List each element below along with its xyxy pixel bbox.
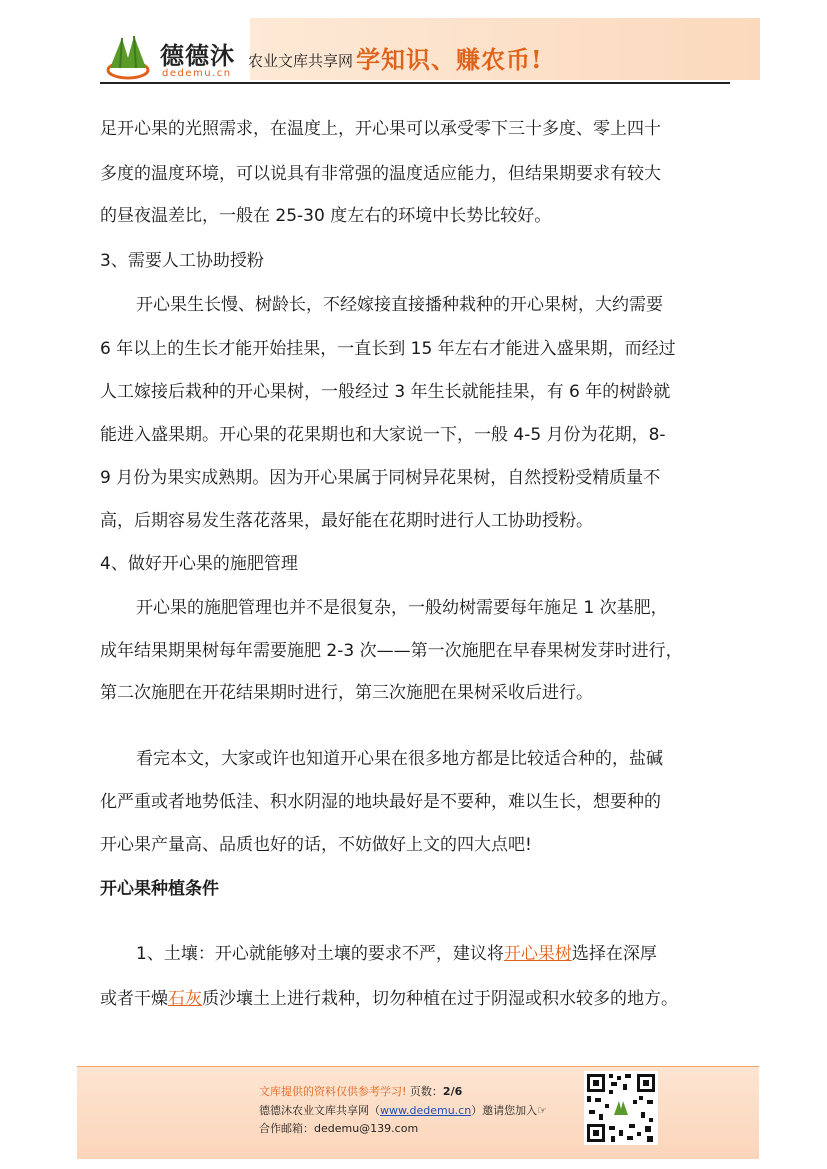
- page-count-value: 2/6: [442, 1085, 463, 1098]
- paragraph-line: 高，后期容易发生落花落果，最好能在花期时进行人工协助授粉。: [100, 511, 593, 531]
- paragraph-line: [100, 988, 678, 1010]
- pistachio-tree-link[interactable]: 开心果树: [503, 944, 572, 964]
- text-run: 质沙壤土上进行栽种，切勿种植在过于阴湿或积水较多的地方。: [202, 989, 678, 1009]
- paragraph-line: 开心果的施肥管理也并不是很复杂，一般幼树需要每年施足 1 次基肥，: [136, 598, 668, 618]
- paragraph-line: [136, 943, 657, 965]
- footer-email: 合作邮箱：dedemu@139.com: [259, 1122, 419, 1135]
- paragraph-line: 9 月份为果实成熟期。因为开心果属于同树异花果树，自然授粉受精质量不: [100, 468, 661, 488]
- footer-site-text: 德德沐农业文库共享网（: [259, 1104, 380, 1117]
- section-heading: 4、做好开心果的施肥管理: [100, 554, 298, 574]
- text-run: 选择在深厚: [571, 944, 657, 964]
- section-heading: 3、需要人工协助授粉: [100, 251, 264, 271]
- logo-icon: [100, 32, 160, 84]
- paragraph-line: 的昼夜温差比，一般在 25-30 度左右的环境中长势比较好。: [100, 206, 552, 226]
- site-name: 农业文库共享网: [248, 52, 354, 70]
- page-count-label: 页数：: [409, 1085, 443, 1098]
- brand-name: 德德沐: [160, 41, 235, 70]
- footer-notice-line: [259, 1083, 462, 1099]
- site-url-link[interactable]: www.dedemu.cn: [380, 1104, 472, 1117]
- paragraph-line: 第二次施肥在开花结果期时进行，第三次施肥在果树采收后进行。: [100, 683, 593, 703]
- text-run: 或者干燥: [100, 989, 168, 1009]
- qr-code-icon: [584, 1071, 658, 1145]
- page-count: [410, 1085, 462, 1098]
- page-footer: [77, 1066, 759, 1159]
- bold-heading: 开心果种植条件: [100, 879, 219, 899]
- paragraph-line: 开心果产量高、品质也好的话，不妨做好上文的四大点吧!: [100, 835, 532, 855]
- paragraph-line: 多度的温度环境，可以说具有非常强的温度适应能力，但结果期要求有较大: [100, 164, 661, 184]
- paragraph-line: 成年结果期果树每年需要施肥 2-3 次——第一次施肥在早春果树发芽时进行，: [100, 641, 683, 661]
- paragraph-line: 化严重或者地势低洼、积水阴湿的地块最好是不要种，难以生长，想要种的: [100, 792, 661, 812]
- header-divider: [100, 82, 730, 84]
- paragraph-line: 开心果生长慢、树龄长，不经嫁接直接播种栽种的开心果树，大约需要: [136, 295, 663, 315]
- text-run: 1、土壤：开心就能够对土壤的要求不严，建议将: [136, 944, 504, 964]
- footer-notice: 文库提供的资料仅供参考学习!: [259, 1085, 407, 1098]
- header-slogan: 学知识、赚农币!: [356, 45, 543, 74]
- paragraph-line: 6 年以上的生长才能开始挂果，一直长到 15 年左右才能进入盛果期，而经过: [100, 339, 676, 359]
- footer-site-line: [259, 1102, 547, 1118]
- paragraph-line: 足开心果的光照需求，在温度上，开心果可以承受零下三十多度、零上四十: [100, 119, 661, 139]
- footer-invite-text: ）邀请您加入☞: [471, 1104, 548, 1117]
- paragraph-line: 能进入盛果期。开心果的花果期也和大家说一下，一般 4-5 月份为花期，8-: [100, 425, 666, 445]
- lime-link[interactable]: 石灰: [168, 989, 202, 1009]
- paragraph-line: 人工嫁接后栽种的开心果树，一般经过 3 年生长就能挂果，有 6 年的树龄就: [100, 382, 671, 402]
- page-header: [100, 18, 760, 84]
- brand-domain: dedemu.cn: [162, 68, 232, 79]
- paragraph-line: 看完本文，大家或许也知道开心果在很多地方都是比较适合种的，盐碱: [136, 749, 663, 769]
